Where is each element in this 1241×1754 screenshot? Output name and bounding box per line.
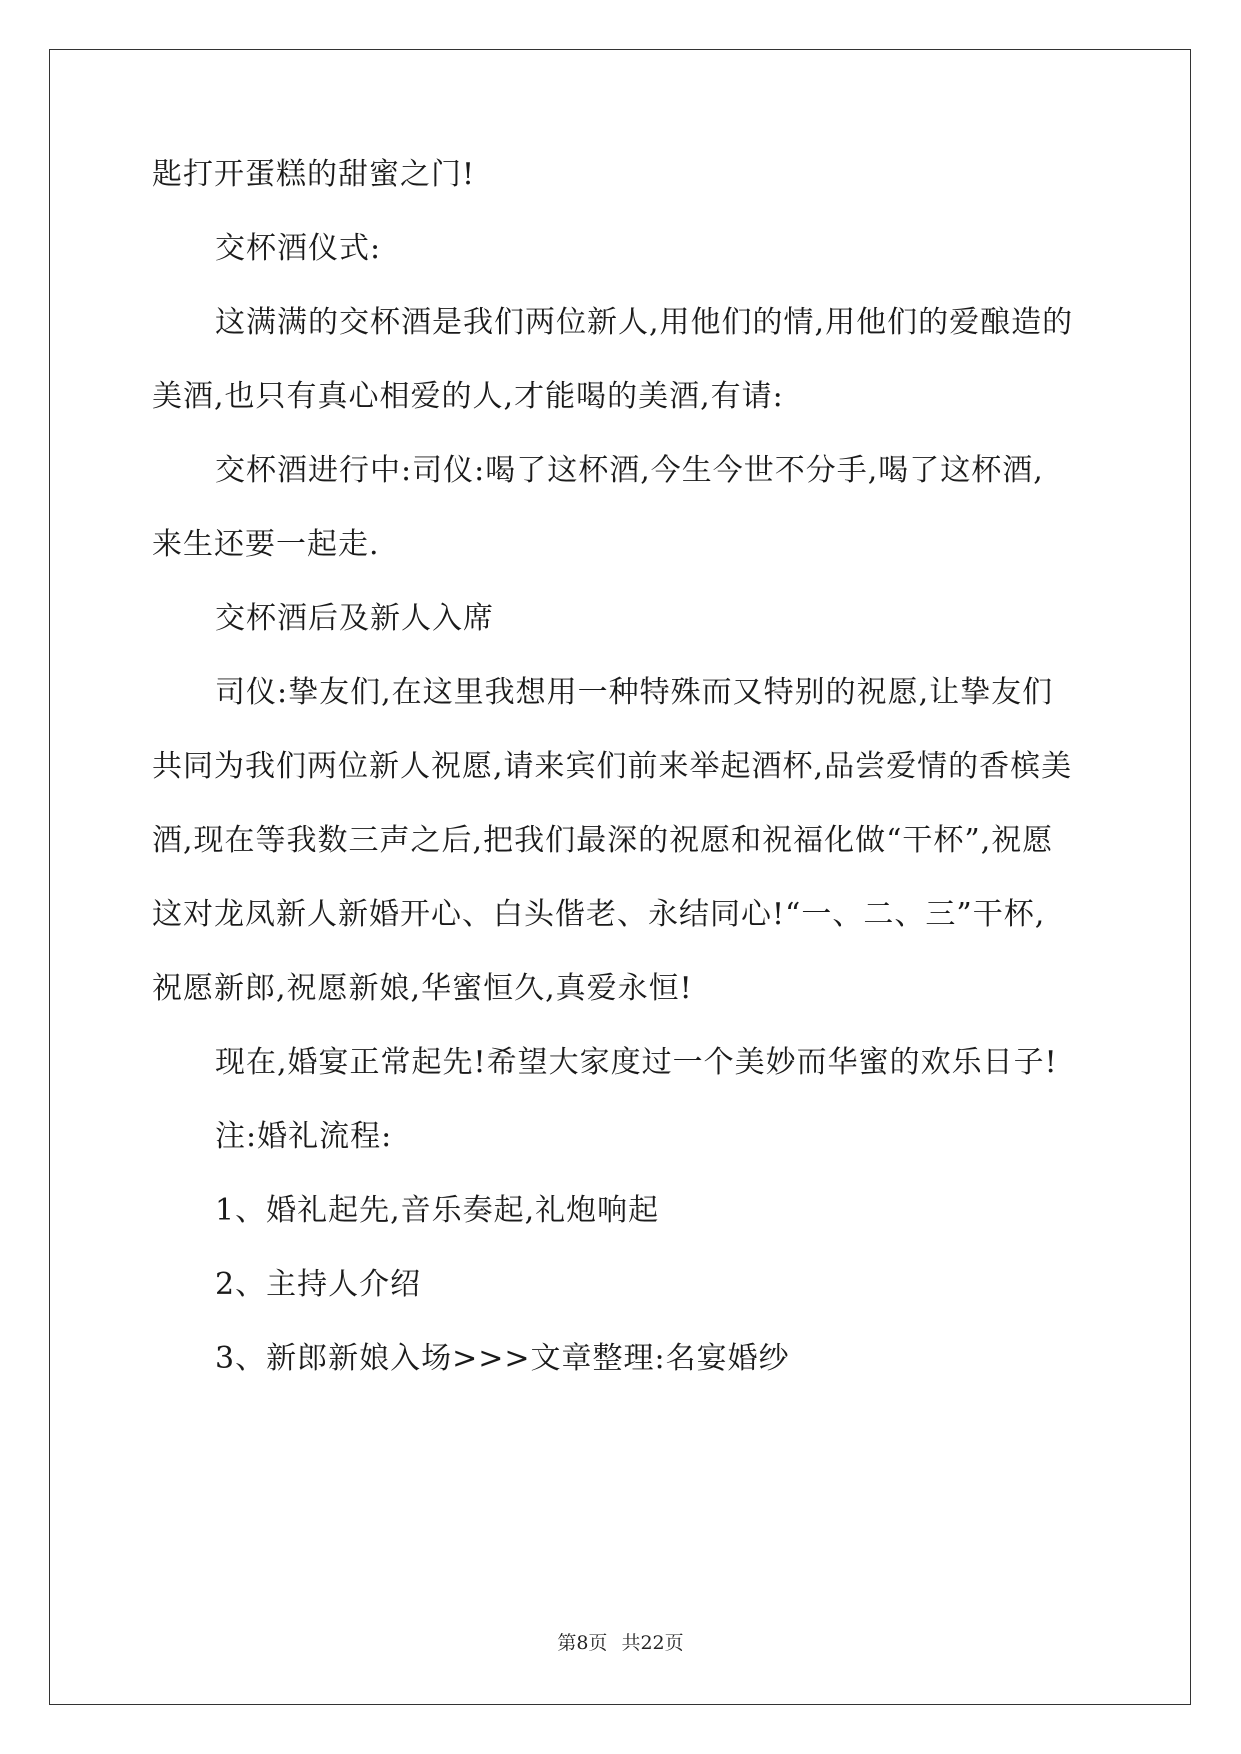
text-line-12: 祝愿新郎,祝愿新娘,华蜜恒久,真爱永恒! <box>152 971 693 1006</box>
text-line-10: 酒,现在等我数三声之后,把我们最深的祝愿和祝福化做“干杯”,祝愿 <box>152 823 1054 858</box>
page-total: 共22页 <box>621 1632 684 1654</box>
text-line-1: 匙打开蛋糕的甜蜜之门! <box>152 157 476 192</box>
text-line-11: 这对龙凤新人新婚开心、白头偕老、永结同心!“一、二、三”干杯, <box>152 897 1046 932</box>
text-line-16: 2、主持人介绍 <box>215 1267 422 1302</box>
text-line-17: 3、新郎新娘入场>>>文章整理:名宴婚纱 <box>215 1341 790 1376</box>
text-line-3: 这满满的交杯酒是我们两位新人,用他们的情,用他们的爱酿造的 <box>215 305 1074 340</box>
text-line-2: 交杯酒仪式: <box>215 231 382 266</box>
page-number: 第8页 <box>557 1632 608 1654</box>
text-line-7: 交杯酒后及新人入席 <box>215 601 494 636</box>
text-line-5: 交杯酒进行中:司仪:喝了这杯酒,今生今世不分手,喝了这杯酒, <box>215 453 1044 488</box>
page-frame <box>49 49 1191 1705</box>
text-line-13: 现在,婚宴正常起先!希望大家度过一个美妙而华蜜的欢乐日子! <box>215 1045 1058 1080</box>
text-line-9: 共同为我们两位新人祝愿,请来宾们前来举起酒杯,品尝爱情的香槟美 <box>152 749 1073 784</box>
text-line-15: 1、婚礼起先,音乐奏起,礼炮响起 <box>215 1193 660 1228</box>
text-line-4: 美酒,也只有真心相爱的人,才能喝的美酒,有请: <box>152 379 784 414</box>
text-line-6: 来生还要一起走. <box>152 527 380 562</box>
text-line-8: 司仪:挚友们,在这里我想用一种特殊而又特别的祝愿,让挚友们 <box>215 675 1054 710</box>
text-line-14: 注:婚礼流程: <box>215 1119 393 1154</box>
page-footer <box>0 1628 1241 1655</box>
